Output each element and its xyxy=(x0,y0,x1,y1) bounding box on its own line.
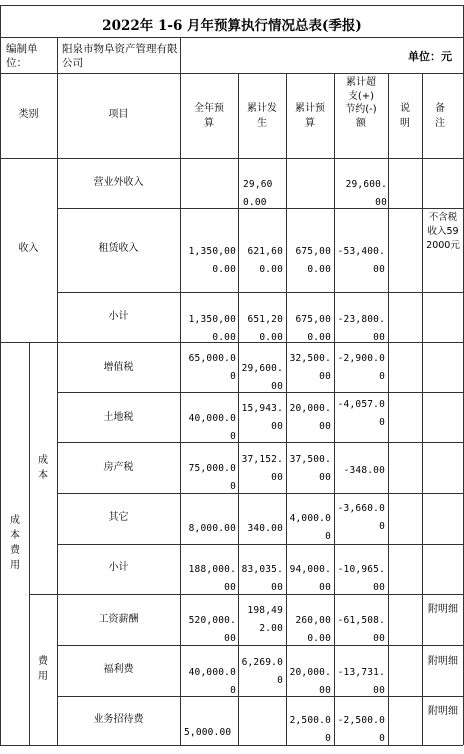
row-over-saving: -53,400.00 xyxy=(337,246,385,275)
grid-line xyxy=(388,73,389,745)
header-annual-budget: 全年预算 xyxy=(194,103,224,129)
grid-line xyxy=(57,544,463,545)
row-annual-budget: 65,000.00 xyxy=(188,353,236,382)
row-item: 小计 xyxy=(108,562,129,573)
grid-line xyxy=(334,73,335,745)
row-item: 增值税 xyxy=(103,362,134,373)
row-annual-budget: 1,350,000.00 xyxy=(188,246,236,275)
row-item: 租赁收入 xyxy=(98,243,139,254)
unit-label: 单位：元 xyxy=(408,50,452,63)
row-cumulative-budget: 37,500.00 xyxy=(289,454,331,483)
row-remark: 附明细 xyxy=(428,656,458,667)
header-explanation: 说明 xyxy=(400,103,410,129)
row-remark: 附明细 xyxy=(428,604,458,615)
row-cumulative-actual: 340.00 xyxy=(247,523,283,534)
row-item: 房产税 xyxy=(103,462,134,473)
grid-line xyxy=(0,158,463,159)
org-name: 阳泉市物阜资产管理有限公司 xyxy=(62,43,178,69)
row-cumulative-budget: 20,000.00 xyxy=(289,667,331,696)
org-label: 编制单位： xyxy=(6,43,38,69)
group-cost-expense: 成本费用 xyxy=(10,515,20,571)
row-annual-budget: 5,000.00 xyxy=(184,727,232,738)
row-cumulative-budget: 675,000.00 xyxy=(295,314,331,343)
row-cumulative-actual: 37,152.00 xyxy=(241,454,283,483)
row-annual-budget: 1,350,000.00 xyxy=(188,314,236,343)
group-expense: 费用 xyxy=(38,656,48,682)
row-annual-budget: 40,000.00 xyxy=(188,413,236,442)
row-cumulative-actual: 83,035.00 xyxy=(241,564,283,593)
row-annual-budget: 8,000.00 xyxy=(188,523,236,534)
row-remark: 附明细 xyxy=(428,706,458,717)
grid-line xyxy=(0,73,463,74)
header-cumulative-budget: 累计预算 xyxy=(295,103,325,129)
header-over-saving: 累计超支(+)节约(-)额 xyxy=(345,77,377,129)
grid-line xyxy=(57,493,463,494)
row-cumulative-actual: 651,200.00 xyxy=(247,314,283,343)
header-item: 项目 xyxy=(108,109,129,120)
header-cumulative-actual: 累计发生 xyxy=(247,103,277,129)
row-over-saving: -348.00 xyxy=(343,465,385,476)
row-cumulative-budget: 94,000.00 xyxy=(289,564,331,593)
row-cumulative-actual: 29,600.00 xyxy=(241,363,283,392)
row-cumulative-budget: 32,500.00 xyxy=(289,353,331,382)
grid-line xyxy=(57,442,463,443)
row-cumulative-actual: 15,943.00 xyxy=(241,403,283,432)
grid-line xyxy=(422,73,423,745)
row-cumulative-actual: 29,600.00 xyxy=(243,179,273,208)
header-category: 类别 xyxy=(18,109,39,120)
row-item: 福利费 xyxy=(103,664,134,675)
row-over-saving: -23,800.00 xyxy=(337,314,385,343)
row-annual-budget: 520,000.00 xyxy=(188,615,236,644)
grid-line xyxy=(57,696,463,697)
row-annual-budget: 188,000.00 xyxy=(188,564,236,593)
row-over-saving: 29,600.00 xyxy=(345,179,387,208)
row-over-saving: -61,508.00 xyxy=(337,615,385,644)
row-item: 工资薪酬 xyxy=(98,614,139,625)
grid-line xyxy=(180,37,181,745)
report-title: 2022年 1-6 月年预算执行情况总表(季报) xyxy=(102,18,362,34)
row-item: 小计 xyxy=(108,311,129,322)
row-over-saving: -2,900.00 xyxy=(337,353,385,382)
row-cumulative-actual: 198,492.00 xyxy=(247,605,283,634)
row-cumulative-budget: 4,000.00 xyxy=(289,513,331,542)
row-annual-budget: 75,000.00 xyxy=(188,463,236,492)
group-income: 收入 xyxy=(18,243,39,254)
row-cumulative-budget: 675,000.00 xyxy=(295,246,331,275)
row-over-saving: -4,057.00 xyxy=(337,399,385,428)
grid-line xyxy=(57,645,463,646)
row-over-saving: -3,660.00 xyxy=(337,503,385,532)
grid-line xyxy=(0,5,463,6)
group-cost: 成本 xyxy=(38,455,48,481)
grid-line xyxy=(57,37,58,745)
row-cumulative-budget: 260,000.00 xyxy=(295,615,331,644)
row-cumulative-budget: 20,000.00 xyxy=(289,403,331,432)
row-item: 业务招待费 xyxy=(93,714,144,725)
grid-line xyxy=(238,73,239,745)
row-cumulative-budget: 2,500.00 xyxy=(289,715,331,744)
row-item: 其它 xyxy=(108,512,129,523)
row-item: 营业外收入 xyxy=(93,177,144,188)
grid-line xyxy=(57,292,463,293)
grid-line xyxy=(29,342,30,745)
row-annual-budget: 40,000.00 xyxy=(188,667,236,696)
row-remark: 不含税收入592000元 xyxy=(426,212,460,251)
row-over-saving: -2,500.00 xyxy=(337,715,385,744)
row-cumulative-actual: 6,269.00 xyxy=(241,657,283,686)
row-over-saving: -13,731.00 xyxy=(337,667,385,696)
grid-line xyxy=(286,73,287,745)
row-over-saving: -10,965.00 xyxy=(337,564,385,593)
grid-line xyxy=(0,745,463,746)
row-item: 土地税 xyxy=(103,412,134,423)
header-remark: 备注 xyxy=(435,103,445,129)
row-cumulative-actual: 621,600.00 xyxy=(247,246,283,275)
grid-line xyxy=(0,37,463,38)
